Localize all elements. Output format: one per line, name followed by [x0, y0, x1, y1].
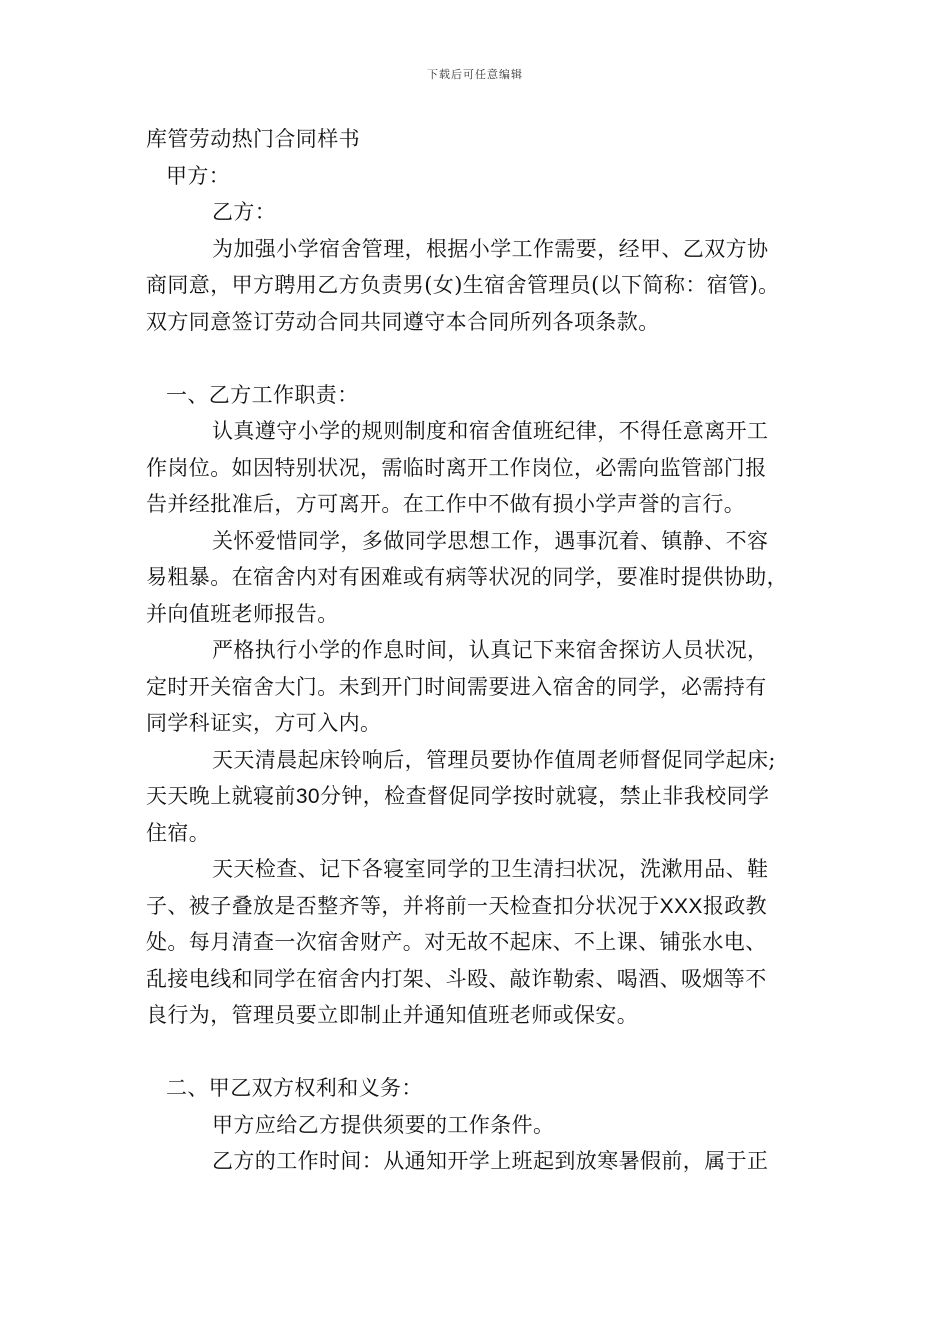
paragraph-line: 告并经批准后，方可离开。在工作中不做有损小学声誉的言行。: [146, 492, 746, 516]
section-1-paragraph-2: [146, 523, 811, 633]
intro-line-1: 为加强小学宿舍管理，根据小学工作需要，经甲、乙双方协: [212, 236, 769, 261]
paragraph-line: 乱接电线和同学在宿舍内打架、斗殴、敲诈勒索、喝酒、吸烟等不: [146, 966, 767, 991]
section-2-paragraph-1: 甲方应给乙方提供须要的工作条件。: [212, 1112, 555, 1137]
paragraph-line: 认真遵守小学的规则制度和宿舍值班纪律，不得任意离开工: [212, 419, 769, 443]
text-segment: 报政教: [702, 893, 768, 918]
intro-line-2: 商同意，甲方聘用乙方负责男(女)生宿舍管理员(以下简称：宿管)。: [146, 273, 780, 297]
intro-paragraph: [146, 231, 811, 341]
text-segment: 天天晚上就寝前: [146, 784, 296, 808]
paragraph-line: 作岗位。如因特别状况，需临时离开工作岗位，必需向监管部门报: [146, 455, 767, 480]
party-b-label: 乙方：: [212, 200, 277, 224]
paragraph-line: [146, 888, 811, 925]
header-note: 下载后可任意编辑: [427, 68, 523, 81]
paragraph-line: 同学科证实，方可入内。: [146, 711, 382, 735]
document-body: [146, 121, 811, 1180]
paragraph-line: 关怀爱惜同学，多做同学思想工作，遇事沉着、镇静、不容: [212, 528, 769, 553]
paragraph-line: 严格执行小学的作息时间，认真记下来宿舍探访人员状况，: [212, 638, 769, 662]
text-segment: 子、被子叠放是否整齐等，并将前一天检查扣分状况于: [146, 893, 660, 918]
minutes-number: 30: [295, 785, 320, 808]
blank-line: [146, 1034, 811, 1071]
blank-line: [146, 340, 811, 377]
text-segment: 分钟，检查督促同学按时就寝，禁止非我校同学: [319, 784, 770, 808]
party-a-label: 甲方：: [166, 163, 231, 188]
paragraph-line: 定时开关宿舍大门。未到开门时间需要进入宿舍的同学，必需持有: [146, 674, 767, 699]
section-1-heading: 一、乙方工作职责：: [166, 382, 359, 407]
paragraph-line: 天天清晨起床铃响后，管理员要协作值周老师督促同学起床;: [212, 747, 776, 772]
paragraph-line: 良行为，管理员要立即制止并通知值班老师或保安。: [146, 1003, 639, 1027]
document-title: 库管劳动热门合同样书: [146, 127, 360, 151]
placeholder-xxx: XXX: [659, 894, 703, 918]
paragraph-line: 处。每月清查一次宿舍财产。对无故不起床、不上课、铺张水电、: [146, 930, 767, 954]
section-1-paragraph-1: [146, 413, 811, 523]
section-2-heading: 二、甲乙双方权利和义务：: [166, 1076, 423, 1100]
paragraph-line: 易粗暴。在宿舍内对有困难或有病等状况的同学，要准时提供协助，: [146, 565, 788, 589]
paragraph-line: 天天检查、记下各寝室同学的卫生清扫状况，洗漱用品、鞋: [212, 857, 769, 881]
intro-line-3: 双方同意签订劳动合同共同遵守本合同所列各项条款。: [146, 309, 660, 334]
paragraph-line: [146, 778, 811, 815]
section-1-paragraph-3: [146, 632, 811, 742]
section-1-paragraph-4: [146, 742, 811, 852]
section-1-paragraph-5: [146, 851, 811, 1034]
section-2-paragraph-2: 乙方的工作时间：从通知开学上班起到放寒暑假前，属于正: [212, 1149, 769, 1173]
paragraph-line: 住宿。: [146, 820, 211, 845]
paragraph-line: 并向值班老师报告。: [146, 601, 339, 626]
